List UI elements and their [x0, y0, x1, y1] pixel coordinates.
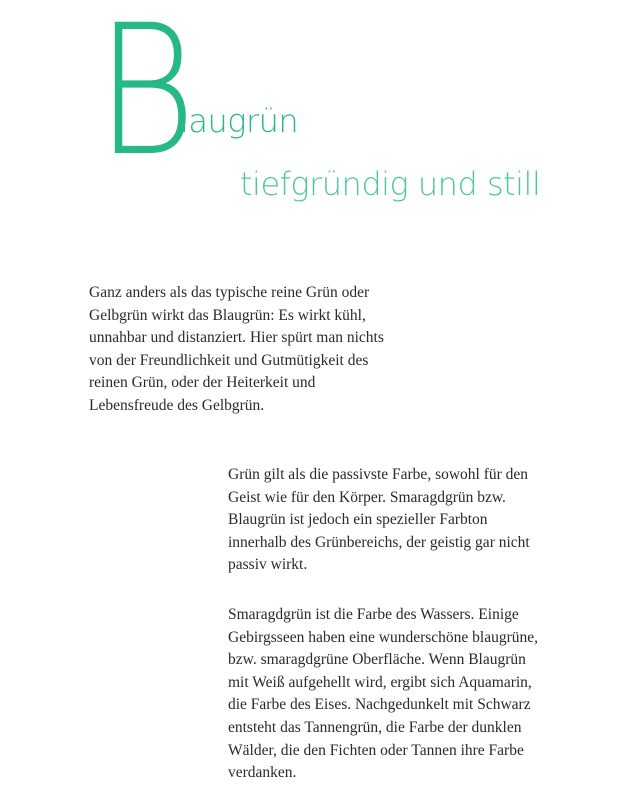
page-title: laugrün — [180, 102, 299, 140]
paragraph-passive: Grün gilt als die passivste Farbe, sowohl für den Geist wie für den Körper. Smaragdgrün bzw. Blaugrün ist jedoch ein spezieller Farbton innerhalb des Grünbereichs, der geistig gar nicht passiv wirkt. — [228, 466, 530, 574]
title-initial-letter: B — [96, 0, 193, 196]
page-subtitle: tiefgründig und still — [240, 165, 541, 203]
paragraph-intro: Ganz anders als das typische reine Grün oder Gelbgrün wirkt das Blaugrün: Es wirkt kühl, unnahbar und distanziert. Hier spürt man nichts von der Freundlichkeit und Gutmütigkeit des reinen Grün, oder der Heiterkeit und Lebensfreude des Gelbgrün. — [89, 284, 384, 414]
paragraph-water: Smaragdgrün ist die Farbe des Wassers. Einige Gebirgsseen haben eine wunderschöne blaugrüne, bzw. smaragdgrüne Oberfläche. Wenn Blaugrün mit Weiß aufgehellt wird, ergibt sich Aquamarin, die Farbe des Eises. Nachgedunkelt mit Schwarz entsteht das Tannengrün, die Farbe der dunklen Wälder, die den Fichten oder Tannen ihre Farbe verdanken. — [228, 606, 539, 782]
